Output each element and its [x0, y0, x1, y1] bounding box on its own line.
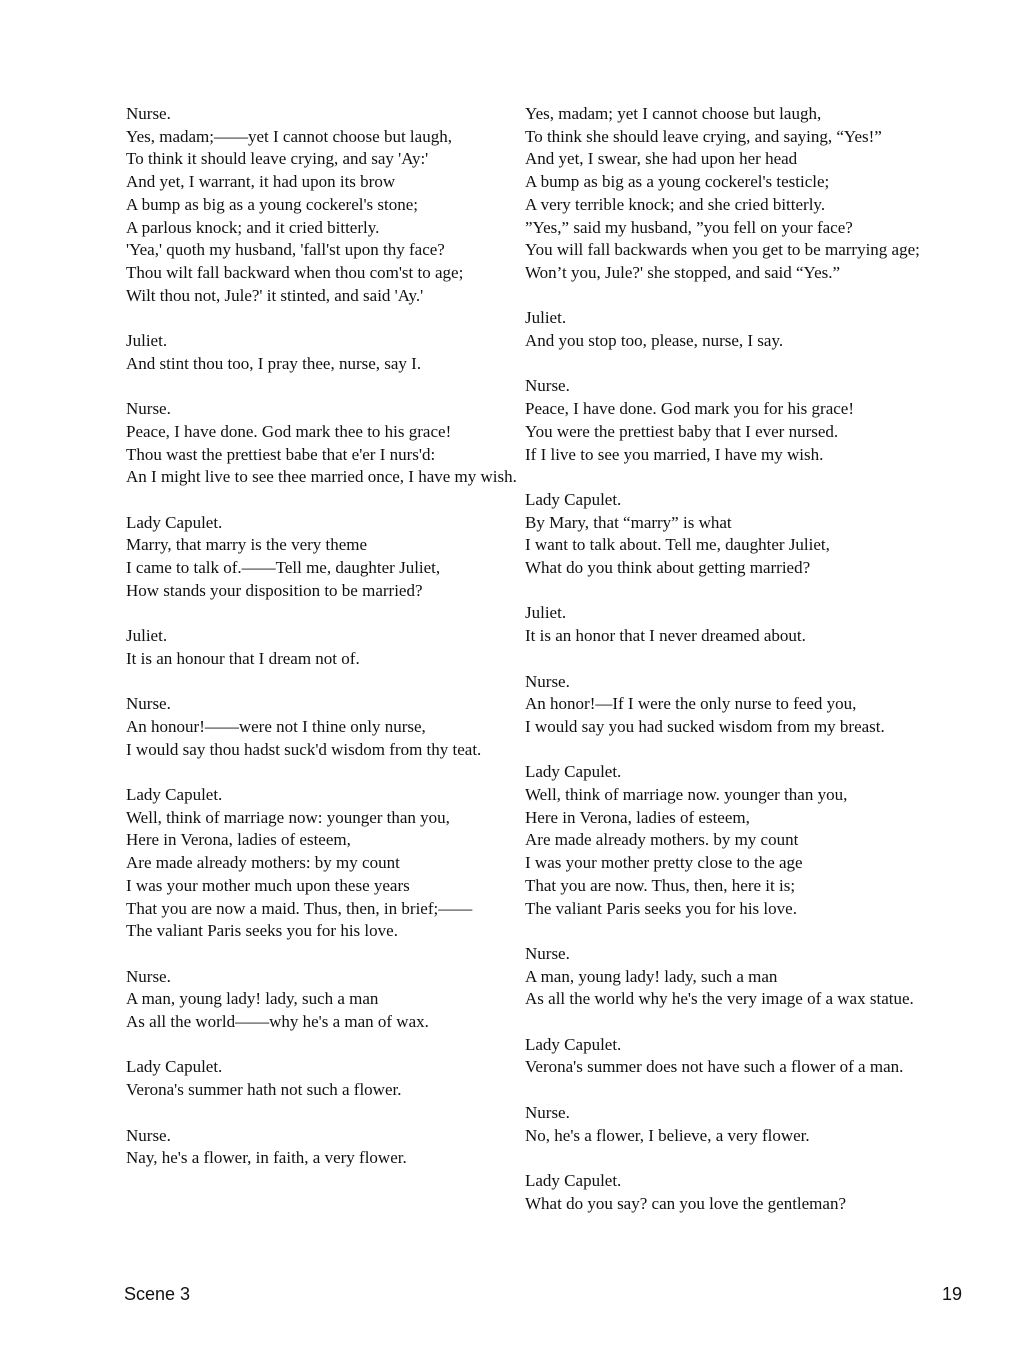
- verse-line: That you are now. Thus, then, here it is;: [525, 875, 796, 895]
- verse-line: What do you think about getting married?: [525, 558, 811, 578]
- verse-line: Thou wast the prettiest babe that e'er I nurs'd:: [126, 444, 436, 464]
- verse-line: As all the world why he's the very image of a wax statue.: [525, 989, 914, 1009]
- verse-line: Verona's summer hath not such a flower.: [126, 1080, 402, 1100]
- speaker-name: Lady Capulet.: [525, 762, 622, 782]
- speech-block: [126, 784, 518, 943]
- verse-line: I was your mother much upon these years: [126, 875, 410, 895]
- speaker-name: Nurse.: [126, 1125, 171, 1145]
- verse-line: To think it should leave crying, and say 'Ay:': [126, 149, 429, 169]
- verse-line: It is an honour that I dream not of.: [126, 648, 360, 668]
- speech-block: [525, 489, 970, 580]
- speech-block: [525, 1170, 970, 1215]
- speaker-name: Lady Capulet.: [126, 1057, 223, 1077]
- speech-block: [126, 330, 518, 375]
- verse-line: A bump as big as a young cockerel's testicle;: [525, 172, 830, 192]
- footer-page-number: 19: [941, 1284, 962, 1304]
- speech-block: [525, 943, 970, 1011]
- verse-line: A parlous knock; and it cried bitterly.: [126, 217, 380, 237]
- speaker-name: Nurse.: [525, 943, 570, 963]
- speech-block: [126, 1056, 518, 1101]
- speaker-name: Nurse.: [126, 399, 171, 419]
- verse-line: 'Yea,' quoth my husband, 'fall'st upon thy face?: [126, 240, 445, 260]
- verse-line: ”Yes,” said my husband, ”you fell on your face?: [525, 217, 853, 237]
- verse-line: By Mary, that “marry” is what: [525, 512, 732, 532]
- speaker-name: Juliet.: [126, 331, 168, 351]
- verse-line: A man, young lady! lady, such a man: [126, 989, 379, 1009]
- speech-block: [525, 1034, 970, 1079]
- speaker-name: Nurse.: [126, 966, 171, 986]
- speaker-name: Nurse.: [525, 671, 570, 691]
- verse-line: And you stop too, please, nurse, I say.: [525, 331, 784, 351]
- speech-block: [126, 966, 518, 1034]
- speaker-name: Nurse.: [525, 1102, 570, 1122]
- verse-line: No, he's a flower, I believe, a very flower.: [525, 1125, 810, 1145]
- verse-line: I want to talk about. Tell me, daughter Juliet,: [525, 535, 830, 555]
- verse-line: If I live to see you married, I have my wish.: [525, 444, 824, 464]
- verse-line: Yes, madam; yet I cannot choose but laugh,: [525, 104, 822, 123]
- verse-line: And stint thou too, I pray thee, nurse, say I.: [126, 353, 422, 373]
- verse-line: To think she should leave crying, and saying, “Yes!”: [525, 126, 882, 146]
- speaker-name: Nurse.: [525, 376, 570, 396]
- speaker-name: Lady Capulet.: [525, 1034, 622, 1054]
- verse-line: I came to talk of.——Tell me, daughter Juliet,: [126, 558, 441, 578]
- verse-line: You were the prettiest baby that I ever nursed.: [525, 421, 839, 441]
- speech-block: [126, 693, 518, 761]
- speaker-name: Lady Capulet.: [126, 785, 223, 804]
- speaker-name: Nurse.: [126, 104, 171, 123]
- speech-block: [126, 103, 518, 307]
- verse-line: I would say you had sucked wisdom from my breast.: [525, 716, 885, 736]
- verse-line: Are made already mothers: by my count: [126, 853, 400, 873]
- speaker-name: Juliet.: [525, 308, 567, 328]
- verse-line: Nay, he's a flower, in faith, a very flower.: [126, 1148, 407, 1168]
- verse-line: I was your mother pretty close to the age: [525, 853, 803, 873]
- speech-block: [126, 625, 518, 670]
- verse-line: What do you say? can you love the gentleman?: [525, 1193, 846, 1213]
- original-text-column: [126, 103, 518, 1193]
- verse-line: Well, think of marriage now: younger than you,: [126, 807, 450, 827]
- verse-line: The valiant Paris seeks you for his love.: [525, 898, 797, 918]
- speech-block: [525, 602, 970, 647]
- speech-block: [525, 375, 970, 466]
- speaker-name: Lady Capulet.: [126, 512, 223, 532]
- speaker-name: Lady Capulet.: [525, 1170, 622, 1190]
- speech-block: [126, 398, 518, 489]
- verse-line: Wilt thou not, Jule?' it stinted, and said 'Ay.': [126, 285, 424, 305]
- verse-line: The valiant Paris seeks you for his love.: [126, 921, 398, 941]
- verse-line: A man, young lady! lady, such a man: [525, 966, 778, 986]
- verse-line: A very terrible knock; and she cried bitterly.: [525, 194, 826, 214]
- verse-line: And yet, I warrant, it had upon its brow: [126, 172, 396, 192]
- verse-line: Here in Verona, ladies of esteem,: [525, 807, 750, 827]
- verse-line: Well, think of marriage now. younger than you,: [525, 785, 848, 804]
- speech-block: [126, 512, 518, 603]
- verse-line: An honor!—If I were the only nurse to feed you,: [525, 694, 857, 714]
- verse-line: How stands your disposition to be married?: [126, 580, 423, 600]
- footer-scene-label: Scene 3: [124, 1284, 191, 1304]
- verse-line: Marry, that marry is the very theme: [126, 535, 368, 555]
- verse-line: It is an honor that I never dreamed about.: [525, 626, 806, 646]
- speech-block: [525, 103, 970, 285]
- speaker-name: Juliet.: [525, 603, 567, 623]
- verse-line: Are made already mothers. by my count: [525, 830, 799, 850]
- verse-line: An I might live to see thee married once, I have my wish.: [126, 467, 517, 487]
- verse-line: A bump as big as a young cockerel's stone;: [126, 194, 419, 214]
- verse-line: Verona's summer does not have such a flower of a man.: [525, 1057, 904, 1077]
- speaker-name: Nurse.: [126, 694, 171, 714]
- speech-block: [525, 307, 970, 352]
- speech-block: [525, 761, 970, 920]
- verse-line: Here in Verona, ladies of esteem,: [126, 830, 351, 850]
- verse-line: Peace, I have done. God mark thee to his grace!: [126, 421, 452, 441]
- verse-line: Peace, I have done. God mark you for his grace!: [525, 399, 855, 419]
- speech-block: [126, 1125, 518, 1170]
- modern-text-column: [525, 103, 970, 1238]
- verse-line: Won’t you, Jule?' she stopped, and said “Yes.”: [525, 262, 841, 282]
- speaker-name: Lady Capulet.: [525, 489, 622, 509]
- speech-block: [525, 671, 970, 739]
- speech-block: [525, 1102, 970, 1147]
- verse-line: As all the world——why he's a man of wax.: [126, 1012, 429, 1032]
- verse-line: I would say thou hadst suck'd wisdom from thy teat.: [126, 739, 482, 759]
- verse-line: Thou wilt fall backward when thou com'st to age;: [126, 262, 464, 282]
- verse-line: You will fall backwards when you get to be marrying age;: [525, 240, 920, 260]
- verse-line: Yes, madam;——yet I cannot choose but laugh,: [126, 126, 452, 146]
- verse-line: An honour!——were not I thine only nurse,: [126, 716, 426, 736]
- speaker-name: Juliet.: [126, 626, 168, 646]
- verse-line: And yet, I swear, she had upon her head: [525, 149, 798, 169]
- verse-line: That you are now a maid. Thus, then, in brief;——: [126, 898, 473, 918]
